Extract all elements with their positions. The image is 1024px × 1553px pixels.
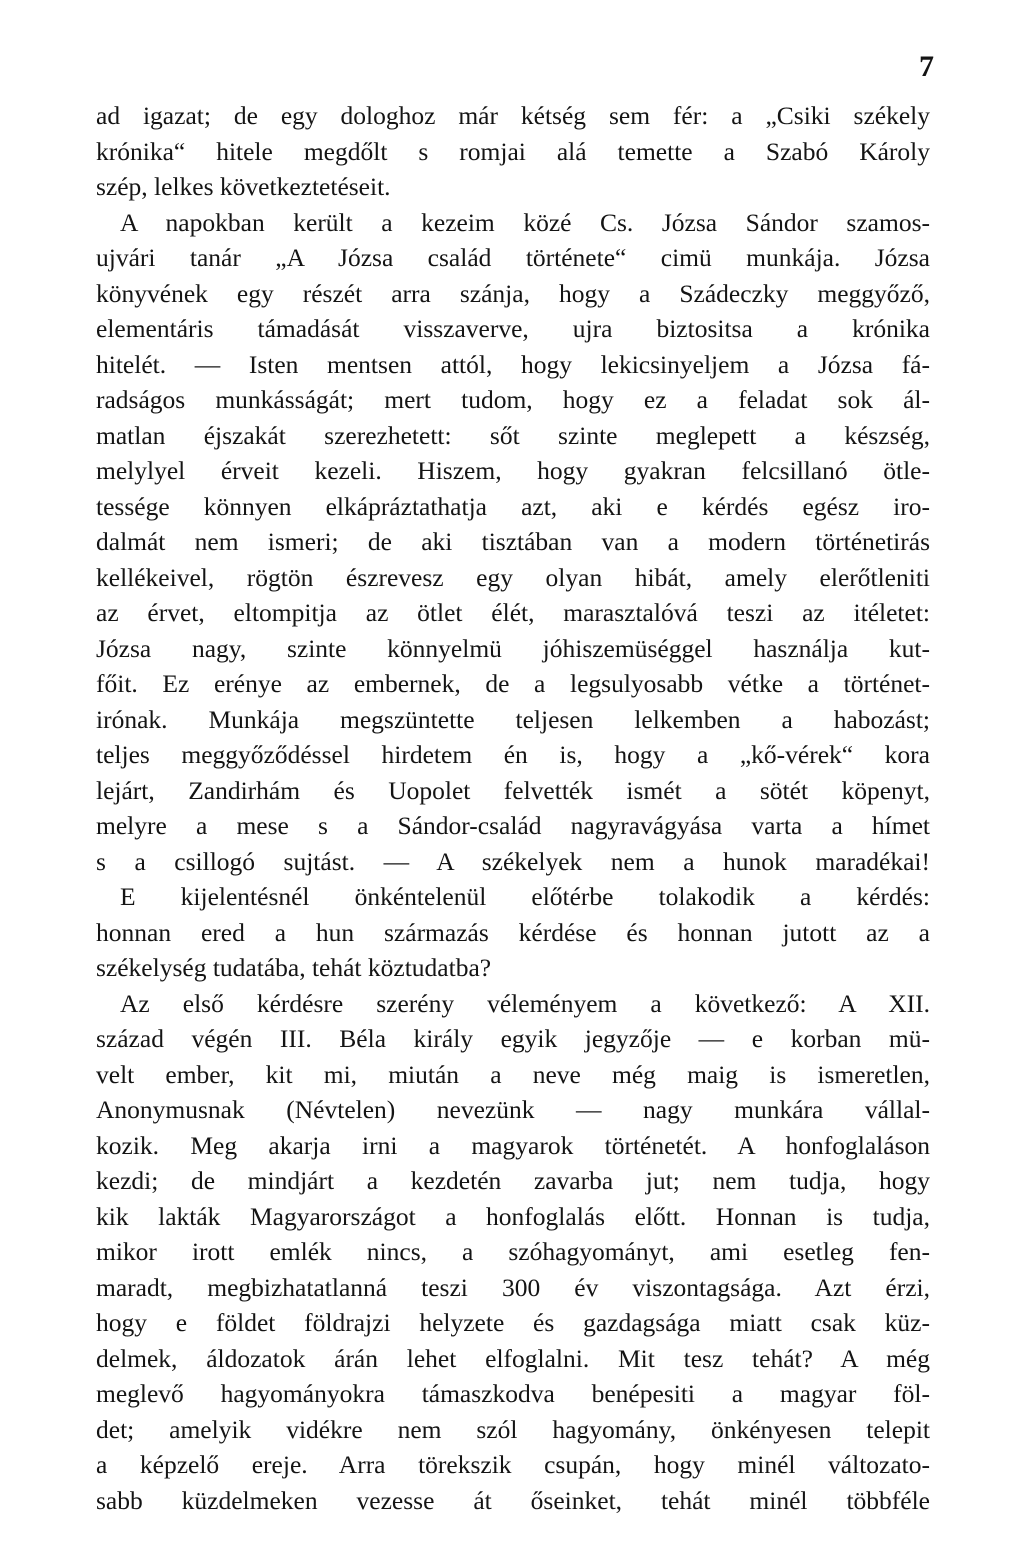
text-line: maradt, megbizhatatlanná teszi 300 év viszontagsága. Azt érzi,	[96, 1272, 930, 1302]
text-line: főit. Ez erénye az embernek, de a legsulyosabb vétke a történet-	[96, 669, 930, 698]
text-line: tessége könnyen elkápráztathatja azt, aki e kérdés egész iro-	[96, 491, 930, 521]
text-line: velt ember, kit mi, miután a neve még maig is ismeretlen,	[96, 1059, 930, 1089]
text-line: ujvári tanár „A Józsa család története“ cimü munkája. Józsa	[96, 243, 930, 272]
text-line: Józsa nagy, szinte könnyelmü jóhiszemüséggel használja kut-	[96, 633, 930, 663]
text-line: krónika“ hitele megdőlt s romjai alá temette a Szabó Károly	[96, 136, 930, 166]
text-line: matlan éjszakát szerezhetett: sőt szinte meglepett a készség,	[96, 420, 930, 450]
body-text	[96, 98, 930, 1518]
text-line: kellékeivel, rögtön észrevesz egy olyan hibát, amely elerőtleniti	[96, 562, 930, 592]
text-line: Az első kérdésre szerény véleményem a következő: A XII.	[120, 988, 930, 1018]
text-line: az érvet, eltompitja az ötlet élét, marasztalóvá teszi az itéletet:	[96, 598, 930, 627]
text-line: Anonymusnak (Névtelen) nevezünk — nagy munkára vállal-	[96, 1095, 930, 1124]
text-line: székelység tudatába, tehát köztudatba?	[96, 953, 492, 982]
text-line: a képzelő ereje. Arra törekszik csupán, hogy minél változato-	[96, 1450, 930, 1479]
text-line: A napokban került a kezeim közé Cs. Józsa Sándor szamos-	[120, 207, 930, 237]
text-line: kik lakták Magyarországot a honfoglalás előtt. Honnan is tudja,	[96, 1201, 930, 1231]
text-line: század végén III. Béla király egyik jegyzője — e korban mü-	[96, 1024, 930, 1053]
text-line: irónak. Munkája megszüntette teljesen lelkemben a habozást;	[96, 704, 930, 734]
text-line: hogy e földet földrajzi helyzete és gazdagsága miatt csak küz-	[96, 1308, 930, 1337]
text-line: honnan ered a hun származás kérdése és honnan jutott az a	[96, 917, 930, 947]
text-line: lejárt, Zandirhám és Uopolet felvették ismét a sötét köpenyt,	[96, 775, 930, 805]
text-line: mikor irott emlék nincs, a szóhagyományt, ami esetleg fen-	[96, 1237, 930, 1266]
text-line: melyre a mese s a Sándor-család nagyravágyása varta a hímet	[96, 811, 930, 840]
text-line: dalmát nem ismeri; de aki tisztában van a modern történetirás	[96, 527, 930, 556]
text-line: szép, lelkes következtetéseit.	[96, 172, 391, 201]
text-line: melylyel érveit kezeli. Hiszem, hogy gyakran felcsillanó ötle-	[96, 456, 930, 485]
text-line: elementáris támadását visszaverve, ujra biztositsa a krónika	[96, 314, 930, 343]
text-line: kezdi; de mindjárt a kezdetén zavarba jut; nem tudja, hogy	[96, 1166, 930, 1195]
text-line: radságos munkásságát; mert tudom, hogy ez a feladat sok ál-	[96, 385, 930, 414]
text-line: det; amelyik vidékre nem szól hagyomány, önkényesen telepit	[96, 1414, 930, 1444]
text-line: könyvének egy részét arra szánja, hogy a Szádeczky meggyőző,	[96, 278, 930, 308]
text-line: s a csillogó sujtást. — A székelyek nem a hunok maradékai!	[96, 846, 930, 876]
text-line: teljes meggyőződéssel hirdetem én is, hogy a „kő-vérek“ kora	[96, 740, 930, 769]
text-line: ad igazat; de egy dologhoz már kétség sem fér: a „Csiki székely	[96, 101, 930, 130]
text-line: delmek, áldozatok árán lehet elfoglalni. Mit tesz tehát? A még	[96, 1343, 930, 1373]
page-number: 7	[919, 50, 934, 83]
text-line: hitelét. — Isten mentsen attól, hogy lekicsinyeljem a Józsa fá-	[96, 349, 930, 379]
text-line: kozik. Meg akarja irni a magyarok történetét. A honfoglaláson	[96, 1130, 930, 1160]
text-line: E kijelentésnél önkéntelenül előtérbe tolakodik a kérdés:	[120, 882, 930, 911]
text-line: sabb küzdelmeken vezesse át őseinket, tehát minél többféle	[96, 1485, 930, 1515]
text-line: meglevő hagyományokra támaszkodva benépesiti a magyar föl-	[96, 1379, 930, 1408]
